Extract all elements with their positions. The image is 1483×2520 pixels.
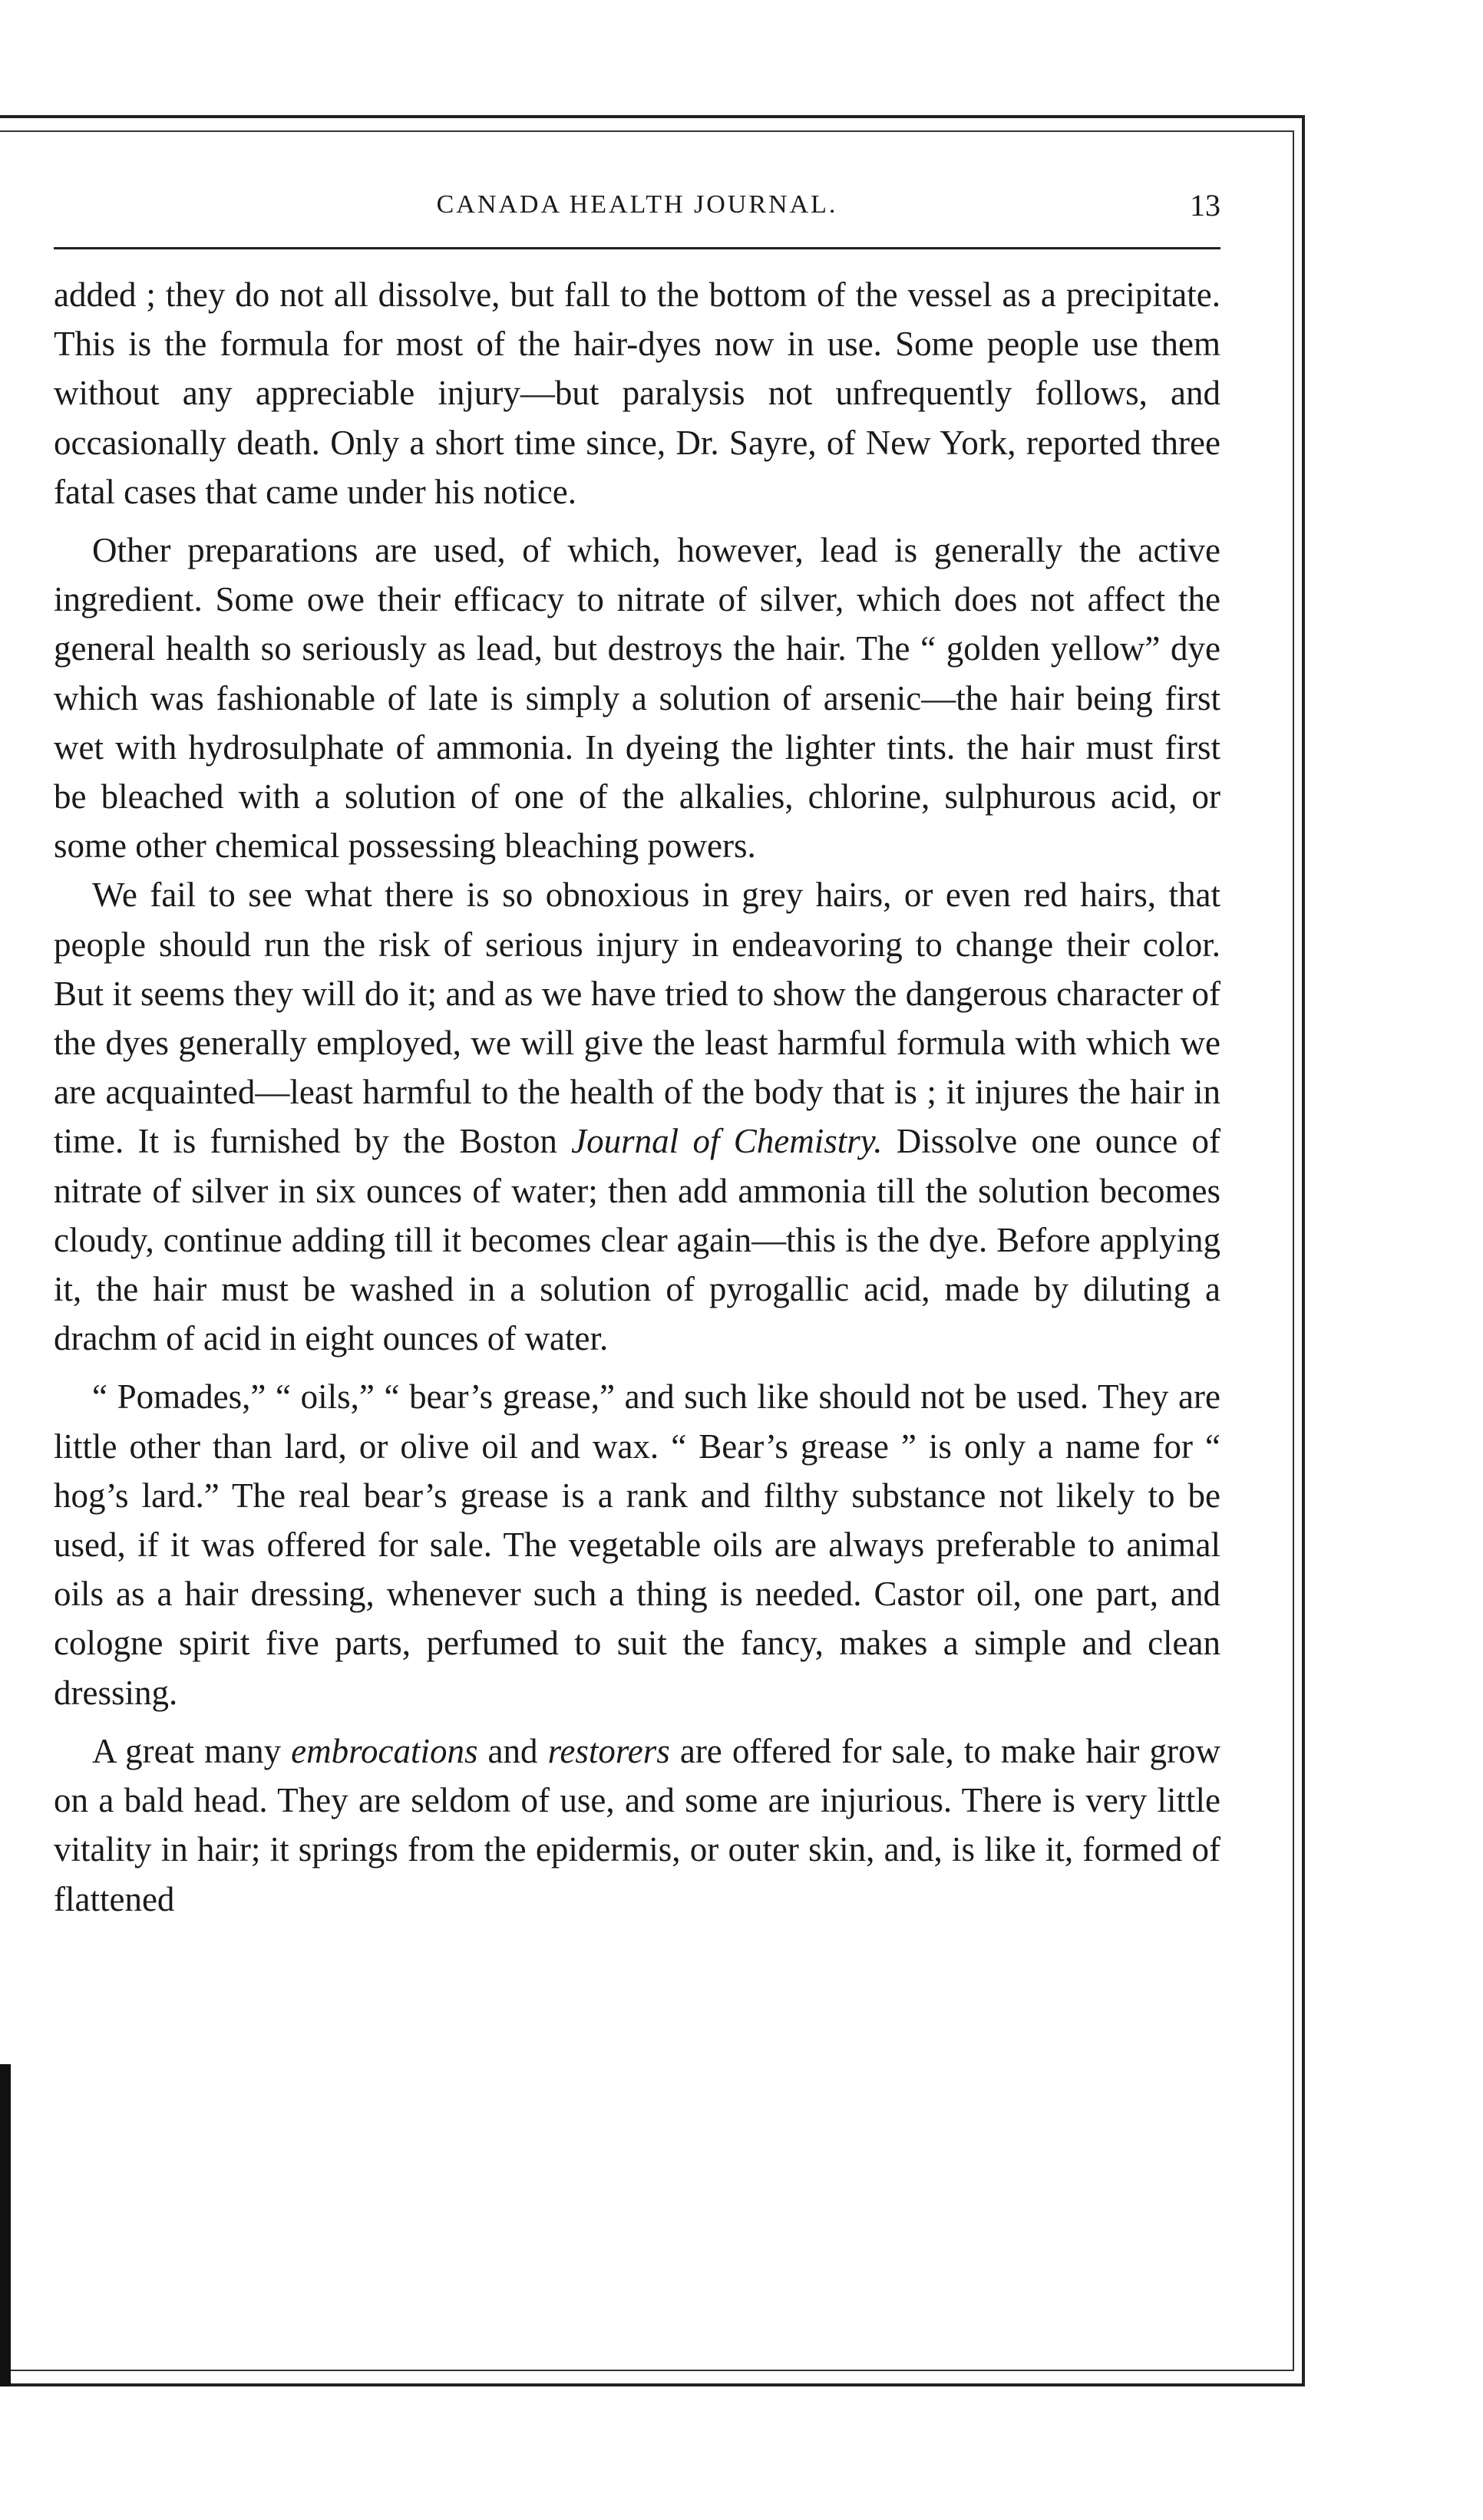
journal-of-chemistry-title: Journal of Chemistry. (571, 1122, 883, 1161)
frame-inner-top-rule (0, 130, 1293, 132)
page-number: 13 (1190, 188, 1220, 223)
paragraph-5-text-a: A great many (92, 1731, 292, 1770)
paragraph-3 (54, 870, 1220, 1363)
paragraph-5 (54, 1727, 1220, 1924)
running-header (54, 184, 1220, 230)
restorers-term: restorers (547, 1731, 670, 1770)
frame-inner-right-rule (1293, 130, 1294, 2371)
paragraph-2: Other preparations are used, of which, however, lead is generally the active ingredient. Some owe their efficacy to nitrate of silver, which does not affect the general health so seriously as lead, but destroys the hair. The “ golden yellow” dye which was fashionable of late is simply a solution of arsenic—the hair being first wet with hydrosulphate of ammonia. In dyeing the lighter tints. the hair must first be bleached with a solution of one of the alkalies, chlorine, sulphurous acid, or some other chemical possessing bleaching powers. (54, 531, 1220, 866)
binding-edge-mark (0, 2064, 11, 2386)
paragraph-4: “ Pomades,” “ oils,” “ bear’s grease,” and such like should not be used. They are little other than lard, or olive oil and wax. “ Bear’s grease ” is only a name for “ hog’s lard.” The real bear’s grease is a rank and filthy substance not likely to be used, if it was offered for sale. The vegetable oils are always preferable to animal oils as a hair dressing, whenever such a thing is needed. Castor oil, one part, and cologne spirit five parts, perfumed to suit the fancy, makes a simple and clean dressing. (54, 1377, 1220, 1712)
header-rule (54, 247, 1220, 249)
paragraph-5-text-c: are offered for sale, to make hair grow on a bald head. They are seldom of use, and some are injurious. There is very little vitality in hair; it springs from the epidermis, or outer skin, and, is like it, formed of flattened (54, 1731, 1220, 1918)
article-body (54, 270, 1220, 1924)
embrocations-term: embrocations (291, 1731, 478, 1770)
paragraph-5-text-b: and (477, 1731, 548, 1770)
paragraph-3-text-after: Dissolve one ounce of nitrate of silver in six ounces of water; then add ammonia till the solution becomes cloudy, continue adding till it becomes clear again—this is the dye. Before applying it, the hair must be washed in a solution of pyrogallic acid, made by diluting a drachm of acid in eight ounces of water. (54, 1122, 1221, 1358)
frame-inner-bottom-rule (0, 2370, 1293, 2371)
journal-title: CANADA HEALTH JOURNAL. (436, 190, 838, 219)
paragraph-3-text-before: We fail to see what there is so obnoxious in grey hairs, or even red hairs, that people should run the risk of serious injury in endeavoring to change their color. But it seems they will do it; and as we have tried to show the dangerous character of the dyes generally employed, we will give the least harmful formula with which we are acquainted—least harmful to the health of the body that is ; it injures the hair in time. It is furnished by the Boston (54, 876, 1220, 1161)
paragraph-1: added ; they do not all dissolve, but fall to the bottom of the vessel as a precipitate. This is the formula for most of the hair-dyes now in use. Some people use them without any appreciable injury—but paralysis not unfrequently follows, and occasionally death. Only a short time since, Dr. Sayre, of New York, reported three fatal cases that came under his notice. (54, 275, 1220, 511)
